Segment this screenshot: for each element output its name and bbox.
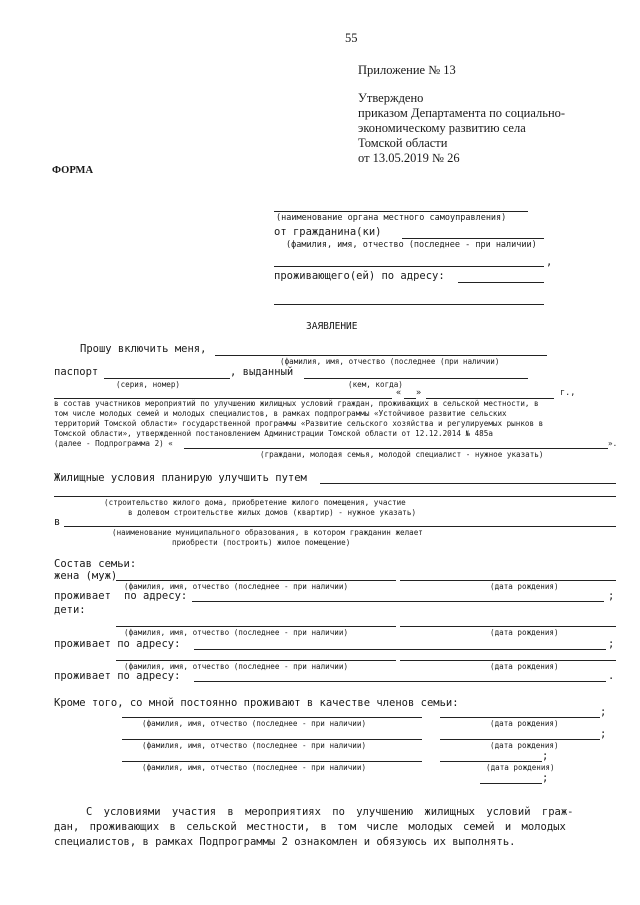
child-1-fio-line[interactable]	[116, 626, 396, 627]
approval-date: от 13.05.2019 № 26	[358, 151, 460, 165]
child-1-address-line[interactable]	[194, 649, 606, 650]
category-hint: (граждани, молодая семья, молодой специалист - нужное указать)	[260, 450, 544, 459]
spouse-address-semicolon: ;	[608, 590, 615, 602]
spouse-fio-hint: (фамилия, имя, отчество (последнее - при наличии)	[124, 582, 349, 591]
housing-plan-label: Жилищные условия планирую улучшить путем	[54, 472, 307, 484]
member-3-fio-line[interactable]	[122, 761, 422, 762]
member-1-fio-line[interactable]	[122, 717, 422, 718]
municipality-line[interactable]	[64, 526, 616, 527]
child-2-address-period: .	[608, 670, 615, 682]
member-3-dob-line[interactable]	[440, 761, 542, 762]
member-1-semicolon: ;	[600, 706, 607, 718]
approval-line-3: Томской области	[358, 136, 448, 150]
closing-line-3: специалистов, в рамках Подпрограммы 2 ознакомлен и обязуюсь их выполнять.	[54, 836, 516, 848]
page-number: 55	[345, 31, 358, 45]
members-intro: Кроме того, со мной постоянно проживают в качестве членов семьи:	[54, 697, 459, 709]
closing-line-2: дан, проживающих в сельской местности, в том числе молодых семей и молодых	[54, 821, 566, 833]
member-2-dob-line[interactable]	[440, 739, 600, 740]
spouse-label: жена (муж)	[54, 570, 118, 582]
member-2-fio-hint: (фамилия, имя, отчество (последнее - при наличии)	[142, 741, 367, 750]
spouse-address-label: по адресу:	[124, 590, 188, 602]
member-4-dob-line[interactable]	[480, 783, 542, 784]
child-2-address-line[interactable]	[194, 681, 606, 682]
from-citizen-line[interactable]	[402, 238, 544, 239]
body-line-5-end: ».	[608, 439, 618, 448]
body-line-3: территорий Томской области» государственной программы «Развитие сельского хозяйства и регулируемых рынков в	[54, 419, 544, 428]
member-3-fio-hint: (фамилия, имя, отчество (последнее - при наличии)	[142, 763, 367, 772]
approval-approved: Утверждено	[358, 91, 424, 105]
in-label: в	[54, 516, 61, 528]
citizen-fio-hint: (фамилия, имя, отчество (последнее - при наличии)	[286, 240, 537, 250]
member-1-dob-line[interactable]	[440, 717, 600, 718]
housing-method-hint-1: (строительство жилого дома, приобретение жилого помещения, участие	[104, 498, 406, 507]
child-1-dob-line[interactable]	[400, 626, 616, 627]
child-1-dob-hint: (дата рождения)	[490, 628, 559, 637]
member-2-semicolon: ;	[600, 728, 607, 740]
child-2-dob-line[interactable]	[400, 660, 616, 661]
family-composition-label: Состав семьи:	[54, 558, 137, 570]
housing-method-line-1[interactable]	[320, 483, 616, 484]
child-2-fio-line[interactable]	[116, 660, 396, 661]
spouse-address-line[interactable]	[192, 601, 604, 602]
from-citizen-label: от гражданина(ки)	[274, 226, 382, 238]
body-line-1: в состав участников мероприятий по улучшению жилищных условий граждан, проживающих в сельской местности, в	[54, 399, 539, 408]
citizen-fio-comma: ,	[546, 256, 553, 268]
appendix-number: Приложение № 13	[358, 63, 456, 77]
document-title: ЗАЯВЛЕНИЕ	[306, 321, 358, 332]
housing-method-line-2[interactable]	[54, 496, 616, 497]
passport-series-hint: (серия, номер)	[116, 380, 181, 389]
child-1-address-semicolon: ;	[608, 638, 615, 650]
child-2-dob-hint: (дата рождения)	[490, 662, 559, 671]
passport-issued-line[interactable]	[304, 378, 528, 379]
approval-line-1: приказом Департамента по социально-	[358, 106, 566, 120]
body-line-4: Томской области», утвержденной постановлением Администрации Томской области от 12.12.2014 № 485а	[54, 429, 493, 438]
residing-label: проживающего(ей) по адресу:	[274, 270, 445, 282]
member-4-semicolon: ;	[542, 772, 549, 784]
child-1-address-label: проживает по адресу:	[54, 638, 181, 650]
citizen-fio-line[interactable]	[274, 266, 544, 267]
passport-issued-hint: (кем, когда)	[348, 380, 403, 389]
form-label: ФОРМА	[52, 165, 94, 176]
applicant-fio-hint: (фамилия, имя, отчество (последнее (при наличии)	[280, 357, 500, 366]
year-suffix: г.,	[560, 388, 576, 398]
approval-line-2: экономическому развитию села	[358, 121, 526, 135]
spouse-dob-hint: (дата рождения)	[490, 582, 559, 591]
housing-method-hint-2: в долевом строительстве жилых домов (квартир) - нужное указать)	[128, 508, 417, 517]
org-name-line[interactable]	[274, 211, 528, 212]
date-close-quote: »	[416, 388, 422, 398]
issued-label: , выданный	[230, 366, 294, 378]
child-2-fio-hint: (фамилия, имя, отчество (последнее - при наличии)	[124, 662, 349, 671]
member-3-semicolon: ;	[542, 750, 549, 762]
body-line-2: том числе молодых семей и молодых специалистов, в рамках подпрограммы «Устойчивое развитие сельских	[54, 409, 507, 418]
include-me-label: Прошу включить меня,	[80, 343, 207, 355]
children-label: дети:	[54, 604, 86, 616]
org-name-hint: (наименование органа местного самоуправления)	[276, 213, 507, 223]
spouse-lives-label: проживает	[54, 590, 111, 602]
municipality-hint-2: приобрести (построить) жилое помещение)	[172, 538, 351, 547]
residing-address-line-1[interactable]	[458, 282, 544, 283]
residing-address-line-2[interactable]	[274, 304, 544, 305]
passport-number-line[interactable]	[104, 378, 230, 379]
child-1-fio-hint: (фамилия, имя, отчество (последнее - при наличии)	[124, 628, 349, 637]
member-1-dob-hint: (дата рождения)	[490, 719, 559, 728]
category-line[interactable]	[184, 448, 608, 449]
member-2-dob-hint: (дата рождения)	[490, 741, 559, 750]
applicant-fio-line[interactable]	[215, 355, 547, 356]
member-3-dob-hint: (дата рождения)	[486, 763, 555, 772]
municipality-hint-1: (наименование муниципального образования, в котором гражданин желает	[112, 528, 423, 537]
member-2-fio-line[interactable]	[122, 739, 422, 740]
closing-line-1: С условиями участия в мероприятиях по улучшению жилищных условий граж-	[86, 806, 574, 818]
passport-label: паспорт	[54, 366, 99, 378]
date-open-quote: «	[396, 388, 402, 398]
spouse-dob-line[interactable]	[400, 580, 616, 581]
child-2-address-label: проживает по адресу:	[54, 670, 181, 682]
body-line-5: (далее - Подпрограмма 2) «	[54, 439, 173, 448]
spouse-fio-line[interactable]	[116, 580, 396, 581]
member-1-fio-hint: (фамилия, имя, отчество (последнее - при наличии)	[142, 719, 367, 728]
